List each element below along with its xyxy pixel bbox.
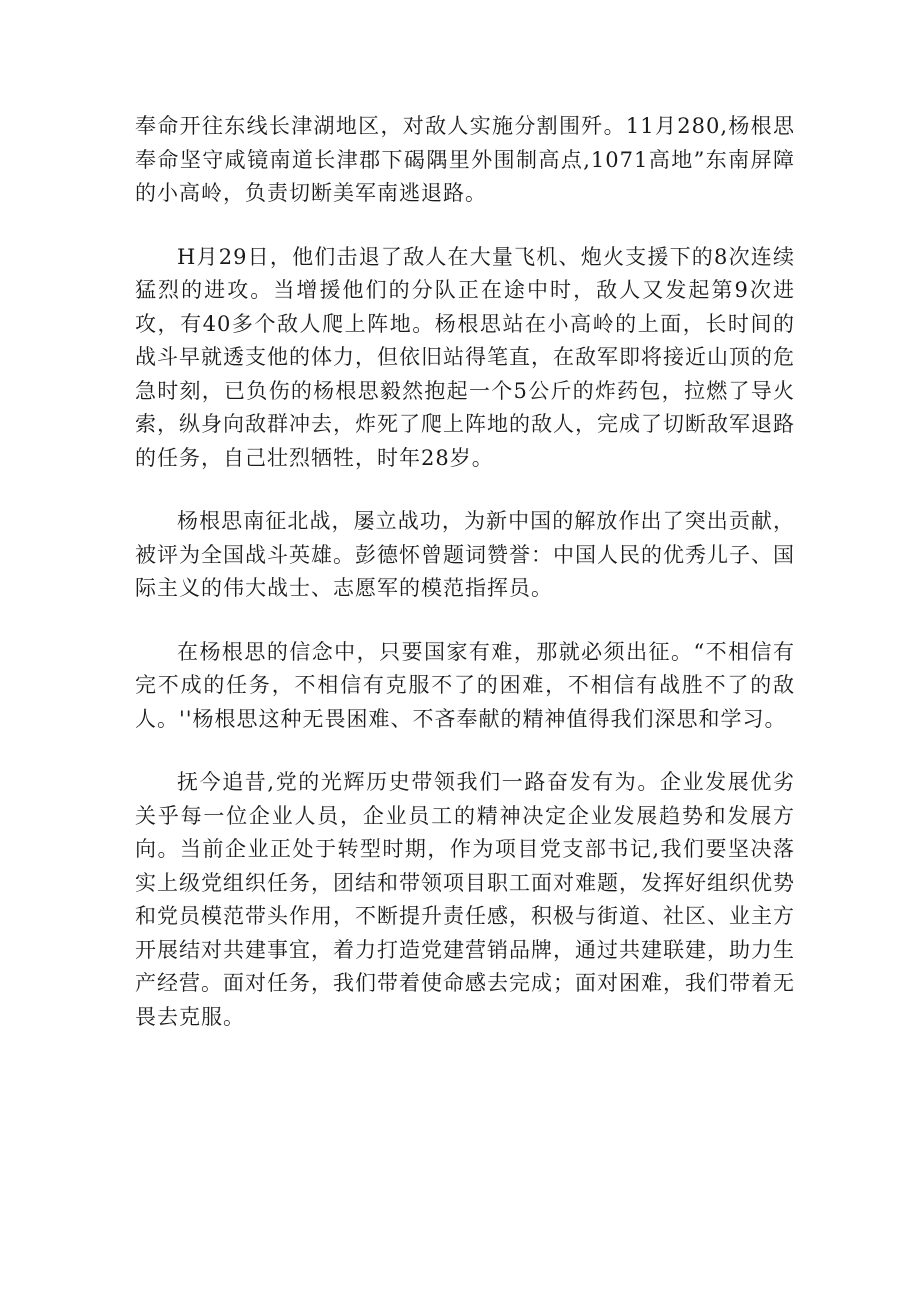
paragraph-1: 奉命开往东线长津湖地区，对敌人实施分割围歼。11月280,杨根思奉命坚守咸镜南道长津郡下碣隅里外围制高点,1071高地”东南屏障的小高岭，负责切断美军南逃退路。: [135, 114, 795, 205]
document-body: [135, 110, 795, 1064]
paragraph-3: 杨根思南征北战，屡立战功，为新中国的解放作出了突出贡献，被评为全国战斗英雄。彭德怀曾题词赞誉：中国人民的优秀儿子、国际主义的伟大战士、志愿军的模范指挥员。: [135, 509, 795, 600]
paragraph-4: 在杨根思的信念中，只要国家有难，那就必须出征。“不相信有完不成的任务，不相信有克服不了的困难，不相信有战胜不了的敌人。''杨根思这种无畏困难、不吝奉献的精神值得我们深思和学习。: [135, 639, 795, 731]
paragraph-2: H月29日，他们击退了敌人在大量飞机、炮火支援下的8次连续猛烈的进攻。当增援他们的分队正在途中时，敌人又发起第9次进攻，有40多个敌人爬上阵地。杨根思站在小高岭的上面，长时间的战斗早就透支他的体力，但依旧站得笔直，在敌军即将接近山顶的危急时刻，已负伤的杨根思毅然抱起一个5公斤的炸药包，拉燃了导火索，纵身向敌群冲去，炸死了爬上阵地的敌人，完成了切断敌军退路的任务，自己壮烈牺牲，时年28岁。: [135, 244, 795, 470]
paragraph-5: 抚今追昔,党的光辉历史带领我们一路奋发有为。企业发展优劣关乎每一位企业人员，企业员工的精神决定企业发展趋势和发展方向。当前企业正处于转型时期，作为项目党支部书记,我们要坚决落实上级党组织任务，团结和带领项目职工面对难题，发挥好组织优势和党员模范带头作用，不断提升责任感，积极与街道、社区、业主方开展结对共建事宜，着力打造党建营销品牌，通过共建联建，助力生产经营。面对任务，我们带着使命感去完成；面对困难，我们带着无畏去克服。: [135, 770, 795, 1029]
